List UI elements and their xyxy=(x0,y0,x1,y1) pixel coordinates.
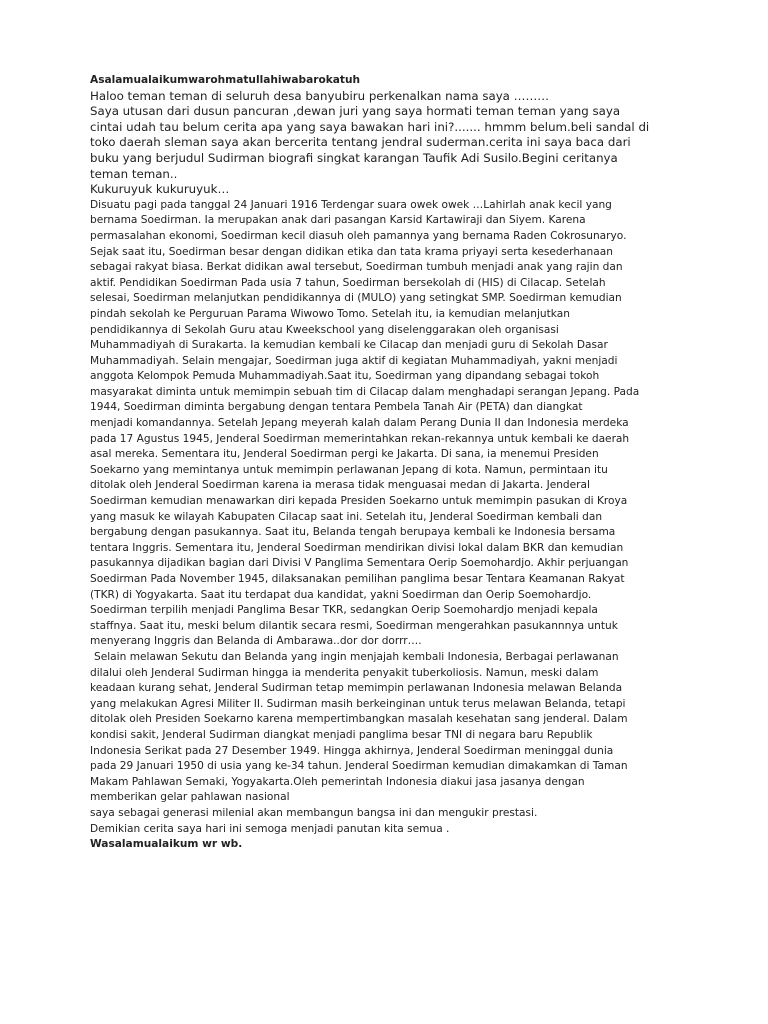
body-line: staffnya. Saat itu, meski belum dilantik secara resmi, Soedirman mengerahkan pasukannnya untuk xyxy=(90,619,618,632)
body-line: menjadi komandannya. Setelah Jepang meyerah kalah dalam Perang Dunia II dan Indonesia merdeka xyxy=(90,417,629,430)
body-line: pada 29 Januari 1950 di usia yang ke-34 tahun. Jenderal Soedirman kemudian dimakamkan di Taman xyxy=(90,760,628,773)
body-line: kondisi sakit, Jenderal Sudirman diangkat menjadi panglima besar TNI di negara baru Republik xyxy=(90,728,593,741)
intro-line: buku yang berjudul Sudirman biografi singkat karangan Taufik Adi Susilo.Begini ceritanya xyxy=(90,150,618,165)
body-line: anggota Kelompok Pemuda Muhammadiyah.Saat itu, Soedirman yang dipandang sebagai tokoh xyxy=(90,370,600,383)
body-line: Muhammadiyah di Surakarta. Ia kemudian kembali ke Cilacap dan menjadi guru di Sekolah Dasar xyxy=(90,339,608,352)
body-line: permasalahan ekonomi, Soedirman kecil diasuh oleh pamannya yang bernama Raden Cokrosunaryo. xyxy=(90,229,627,242)
body-line: asal mereka. Sementara itu, Jenderal Soedirman pergi ke Jakarta. Di sana, ia menemui Presiden xyxy=(90,448,599,461)
body-line: sebagai rakyat biasa. Berkat didikan awal tersebut, Soedirman tumbuh menjadi anak yang rajin dan xyxy=(90,261,623,274)
body-line: Soedirman kemudian menawarkan diri kepada Presiden Soekarno untuk memimpin pasukan di Kroya xyxy=(90,495,628,508)
body-line: yang masuk ke wilayah Kabupaten Cilacap saat ini. Setelah itu, Jenderal Soedirman kembali dan xyxy=(90,510,603,523)
body-line: pendidikannya di Sekolah Guru atau Kweekschool yang diselenggarakan oleh organisasi xyxy=(90,323,559,336)
body-line: Disuatu pagi pada tanggal 24 Januari 1916 Terdengar suara owek owek …Lahirlah anak kecil yang xyxy=(90,198,612,211)
body-line: keadaan kurang sehat, Jenderal Sudirman tetap memimpin perlawanan Indonesia melawan Belanda xyxy=(90,682,623,695)
body-line: Soekarno yang memintanya untuk memimpin perlawanan Jepang di kota. Namun, permintaan itu xyxy=(90,463,608,476)
body-line: Muhammadiyah. Selain mengajar, Soedirman juga aktif di kegiatan Muhammadiyah, yakni menjadi xyxy=(90,354,618,367)
closing-line: Demikian cerita saya hari ini semoga menjadi panutan kita semua . xyxy=(90,822,450,835)
closing-line: saya sebagai generasi milenial akan membangun bangsa ini dan mengukir prestasi. xyxy=(90,806,538,819)
body-line: Soedirman terpilih menjadi Panglima Besar TKR, sedangkan Oerip Soemohardjo menjadi kepala xyxy=(90,604,598,617)
intro-line: Kukuruyuk kukuruyuk… xyxy=(90,182,230,197)
body-line: bergabung dengan pasukannya. Saat itu, Belanda tengah berupaya kembali ke Indonesia bersama xyxy=(90,526,616,539)
body-line: (TKR) di Yogyakarta. Saat itu terdapat dua kandidat, yakni Soedirman dan Oerip Soemohardjo. xyxy=(90,588,592,601)
body-line: aktif. Pendidikan Soedirman Pada usia 7 tahun, Soedirman bersekolah di (HIS) di Cilacap. Setelah xyxy=(90,276,606,289)
intro-line: Saya utusan dari dusun pancuran ,dewan juri yang saya hormati teman teman yang saya xyxy=(90,104,621,119)
body-line: dilalui oleh Jenderal Sudirman hingga ia menderita penyakit tuberkoliosis. Namun, meski dalam xyxy=(90,666,599,679)
intro-line: toko daerah sleman saya akan bercerita tentang jendral suderman.cerita ini saya baca dari xyxy=(90,135,631,150)
body-line: selesai, Soedirman melanjutkan pendidikannya di (MULO) yang setingkat SMP. Soedirman kemudian xyxy=(90,292,622,305)
body-line: Indonesia Serikat pada 27 Desember 1949. Hingga akhirnya, Jenderal Soedirman meninggal dunia xyxy=(90,744,614,757)
body-line: bernama Soedirman. Ia merupakan anak dari pasangan Karsid Kartawiraji dan Siyem. Karena xyxy=(90,214,586,227)
body-line: Makam Pahlawan Semaki, Yogyakarta.Oleh pemerintah Indonesia diakui jasa jasanya dengan xyxy=(90,775,585,788)
body-line: Sejak saat itu, Soedirman besar dengan didikan etika dan tata krama priyayi serta kesederhanaan xyxy=(90,245,613,258)
greeting-line: Asalamualaikumwarohmatullahiwabarokatuh xyxy=(90,74,361,86)
farewell-line: Wasalamualaikum wr wb. xyxy=(90,838,243,851)
body-line: Soedirman Pada November 1945, dilaksanakan pemilihan panglima besar Tentara Keamanan Rakyat xyxy=(90,573,625,585)
body-line: ditolak oleh Jenderal Soedirman karena ia merasa tidak menguasai medan di Jakarta. Jenderal xyxy=(90,479,590,492)
body-line: pada 17 Agustus 1945, Jenderal Soedirman memerintahkan rekan-rekannya untuk kembali ke daerah xyxy=(90,432,630,445)
body-line: memberikan gelar pahlawan nasional xyxy=(90,791,290,804)
body-line: ditolak oleh Presiden Soekarno karena mempertimbangkan masalah kesehatan sang jenderal. Dalam xyxy=(90,713,628,726)
body-line: tentara Inggris. Sementara itu, Jenderal Soedirman mendirikan divisi lokal dalam BKR dan kemudian xyxy=(90,541,624,554)
body-line: yang melakukan Agresi Militer II. Sudirman masih berkeinginan untuk terus melawan Belanda, tetapi xyxy=(90,697,626,710)
intro-line: teman teman.. xyxy=(90,166,178,181)
body-line: masyarakat diminta untuk memimpin sebuah tim di Cilacap dalam menghadapi serangan Jepang. Pada xyxy=(90,385,640,398)
body-line: menyerang Inggris dan Belanda di Ambarawa..dor dor dorrr…. xyxy=(90,635,422,648)
document-text xyxy=(90,73,702,853)
body-line: pasukannya dijadikan bagian dari Divisi V Panglima Sementara Oerip Soemohardjo. Akhir perjuangan xyxy=(90,557,629,570)
intro-line: cintai udah tau belum cerita apa yang saya bawakan hari ini?....... hmmm belum.beli sandal di xyxy=(90,119,650,134)
body-line: 1944, Soedirman diminta bergabung dengan tentara Pembela Tanah Air (PETA) dan diangkat xyxy=(90,401,583,414)
body-line: pindah sekolah ke Perguruan Parama Wiwowo Tomo. Setelah itu, ia kemudian melanjutkan xyxy=(90,307,570,320)
intro-line: Haloo teman teman di seluruh desa banyubiru perkenalkan nama saya ……… xyxy=(90,88,550,103)
body-line: Selain melawan Sekutu dan Belanda yang ingin menjajah kembali Indonesia, Berbagai perlawanan xyxy=(94,650,619,663)
